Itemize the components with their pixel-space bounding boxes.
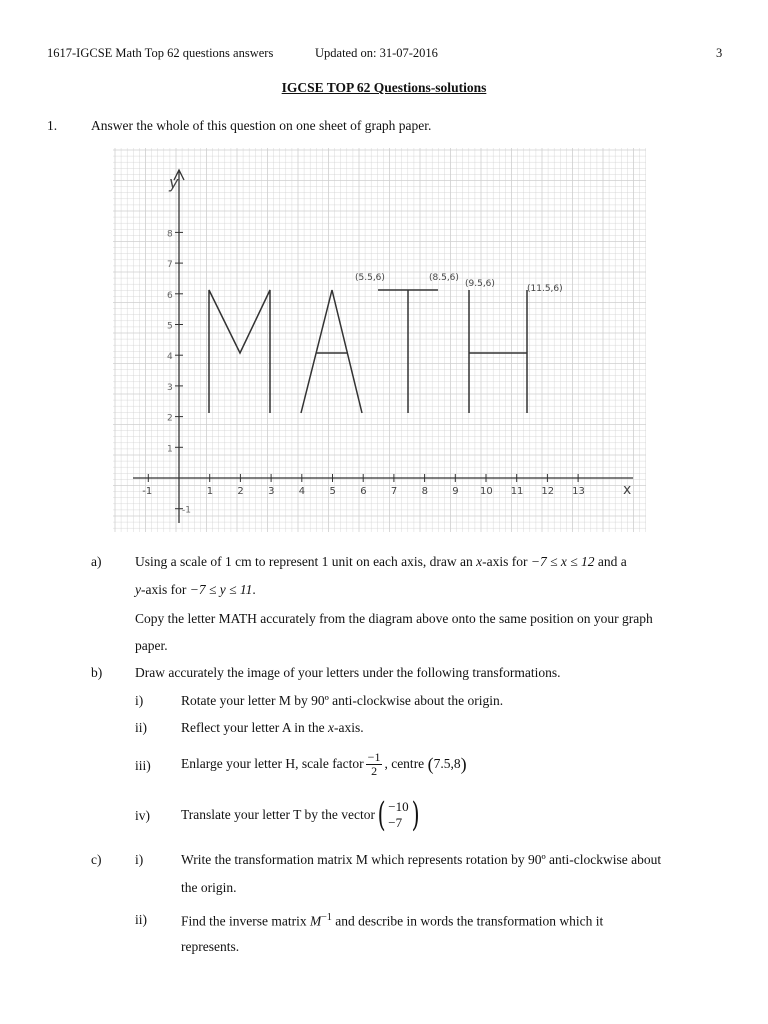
part-b-label: b) (91, 665, 103, 680)
part-a-line1-text: Using a scale of 1 cm to represent 1 unit on each axis, draw an (135, 554, 477, 569)
x-inequality: −7 ≤ x ≤ 12 (530, 554, 595, 569)
x-axis-label: x (623, 482, 632, 498)
part-c-ii-post: and describe in words the transformation which it (331, 913, 604, 929)
x-variable: x (327, 720, 334, 735)
left-paren: ( (427, 753, 434, 774)
y-tick-label: 2 (167, 413, 173, 424)
y-tick-label: 8 (167, 229, 173, 240)
y-tick-label: -1 (182, 505, 191, 516)
x-tick-label: 1 (206, 486, 214, 497)
part-b-iv-text (181, 795, 422, 835)
x-tick-label: 2 (237, 486, 244, 497)
y-tick-label: 6 (167, 290, 173, 301)
x-tick-label: 8 (421, 486, 428, 497)
x-tick-label: 12 (541, 486, 555, 497)
vector-left-bracket: ( (377, 795, 386, 835)
question-text: Answer the whole of this question on one sheet of graph paper. (91, 118, 432, 133)
x-tick-label: -1 (142, 486, 153, 497)
x-tick-label: 10 (480, 486, 493, 497)
x-tick-label: 5 (329, 486, 336, 497)
part-c-ii-line1 (181, 912, 603, 930)
x-tick-label: 13 (572, 486, 585, 497)
vector-bottom: −7 (388, 815, 403, 830)
part-a-line3: Copy the letter MATH accurately from the diagram above onto the same position on your graph (135, 611, 653, 626)
vector-right-bracket: ) (411, 795, 420, 835)
y-tick-label: 1 (167, 444, 173, 455)
part-b-iii-pre: Enlarge your letter H, scale factor (181, 756, 364, 771)
part-a-line2-mid: -axis for (141, 582, 190, 597)
part-c-label: c) (91, 852, 102, 867)
x-tick-label: 4 (298, 486, 306, 497)
y-tick-label: 4 (167, 352, 173, 363)
x-variable: x (476, 554, 483, 569)
x-tick-label: 9 (452, 486, 459, 497)
part-b-iv-pre: Translate your letter T by the vector (181, 807, 375, 822)
part-a-line1-end: and a (594, 554, 627, 569)
fraction-denominator: 2 (371, 763, 378, 778)
x-tick-label: 3 (268, 486, 275, 497)
y-axis-label: y (169, 173, 179, 192)
part-c-i-label: i) (135, 852, 144, 867)
part-b-ii-pre: Reflect your letter A in the (181, 720, 328, 735)
right-paren: ) (460, 753, 467, 774)
part-a-line2 (135, 582, 256, 598)
point-label-8.5-6: (8.5,6) (429, 273, 459, 283)
point-label-11.5-6: (11.5,6) (527, 284, 563, 294)
part-c-ii-line2: represents. (181, 939, 240, 954)
question-number: 1. (47, 118, 58, 133)
y-variable: y (135, 582, 141, 597)
graph-paper-diagram (113, 148, 646, 532)
part-b-iii-text (181, 746, 467, 782)
x-tick-label: 7 (390, 486, 398, 497)
part-a-line1-mid: -axis for (482, 554, 531, 569)
part-a-line4: paper. (135, 638, 168, 653)
x-tick-label: 11 (510, 486, 524, 497)
matrix-m: M (309, 913, 322, 929)
part-b-iii-label: iii) (135, 758, 151, 773)
part-b-ii-post: -axis. (333, 720, 364, 735)
part-a-label: a) (91, 554, 102, 569)
part-b-ii-text (181, 720, 364, 736)
y-inequality: −7 ≤ y ≤ 11 (189, 582, 253, 597)
graph-axes (133, 170, 633, 523)
y-tick-label: 5 (167, 321, 173, 332)
part-b-ii-label: ii) (135, 720, 147, 735)
graph-grid (113, 148, 646, 532)
part-b-text: Draw accurately the image of your letters under the following transformations. (135, 665, 561, 680)
page-number: 3 (716, 46, 723, 60)
part-b-iv-label: iv) (135, 808, 150, 823)
vector-top: −10 (388, 799, 409, 814)
inverse-superscript: −1 (321, 912, 332, 923)
y-tick-label: 7 (167, 260, 173, 271)
part-c-ii-pre: Find the inverse matrix (181, 913, 310, 929)
fraction-numerator: −1 (367, 749, 381, 764)
part-b-i-text: Rotate your letter M by 90º anti-clockwise about the origin. (181, 693, 504, 708)
header-updated-date: Updated on: 31-07-2016 (315, 46, 438, 60)
x-tick-label: 6 (360, 486, 367, 497)
part-a-line1 (135, 554, 627, 570)
y-tick-label: 3 (167, 382, 173, 393)
point-label-9.5-6: (9.5,6) (465, 279, 495, 289)
scale-factor-fraction (366, 751, 383, 778)
header-title: 1617-IGCSE Math Top 62 questions answers (47, 46, 274, 60)
translation-vector (375, 795, 422, 835)
part-c-ii-label: ii) (135, 912, 147, 927)
part-b-iii-mid: , centre (384, 756, 425, 771)
part-c-i-line2: the origin. (181, 880, 237, 895)
page-title: IGCSE TOP 62 Questions-solutions (281, 80, 487, 95)
enlargement-centre: 7.5,8 (433, 756, 461, 771)
part-c-i-line1: Write the transformation matrix M which represents rotation by 90º anti-clockwise about (181, 852, 662, 867)
part-b-i-label: i) (135, 693, 144, 708)
point-label-5.5-6: (5.5,6) (355, 273, 385, 283)
part-a-line2-end: . (252, 582, 256, 597)
